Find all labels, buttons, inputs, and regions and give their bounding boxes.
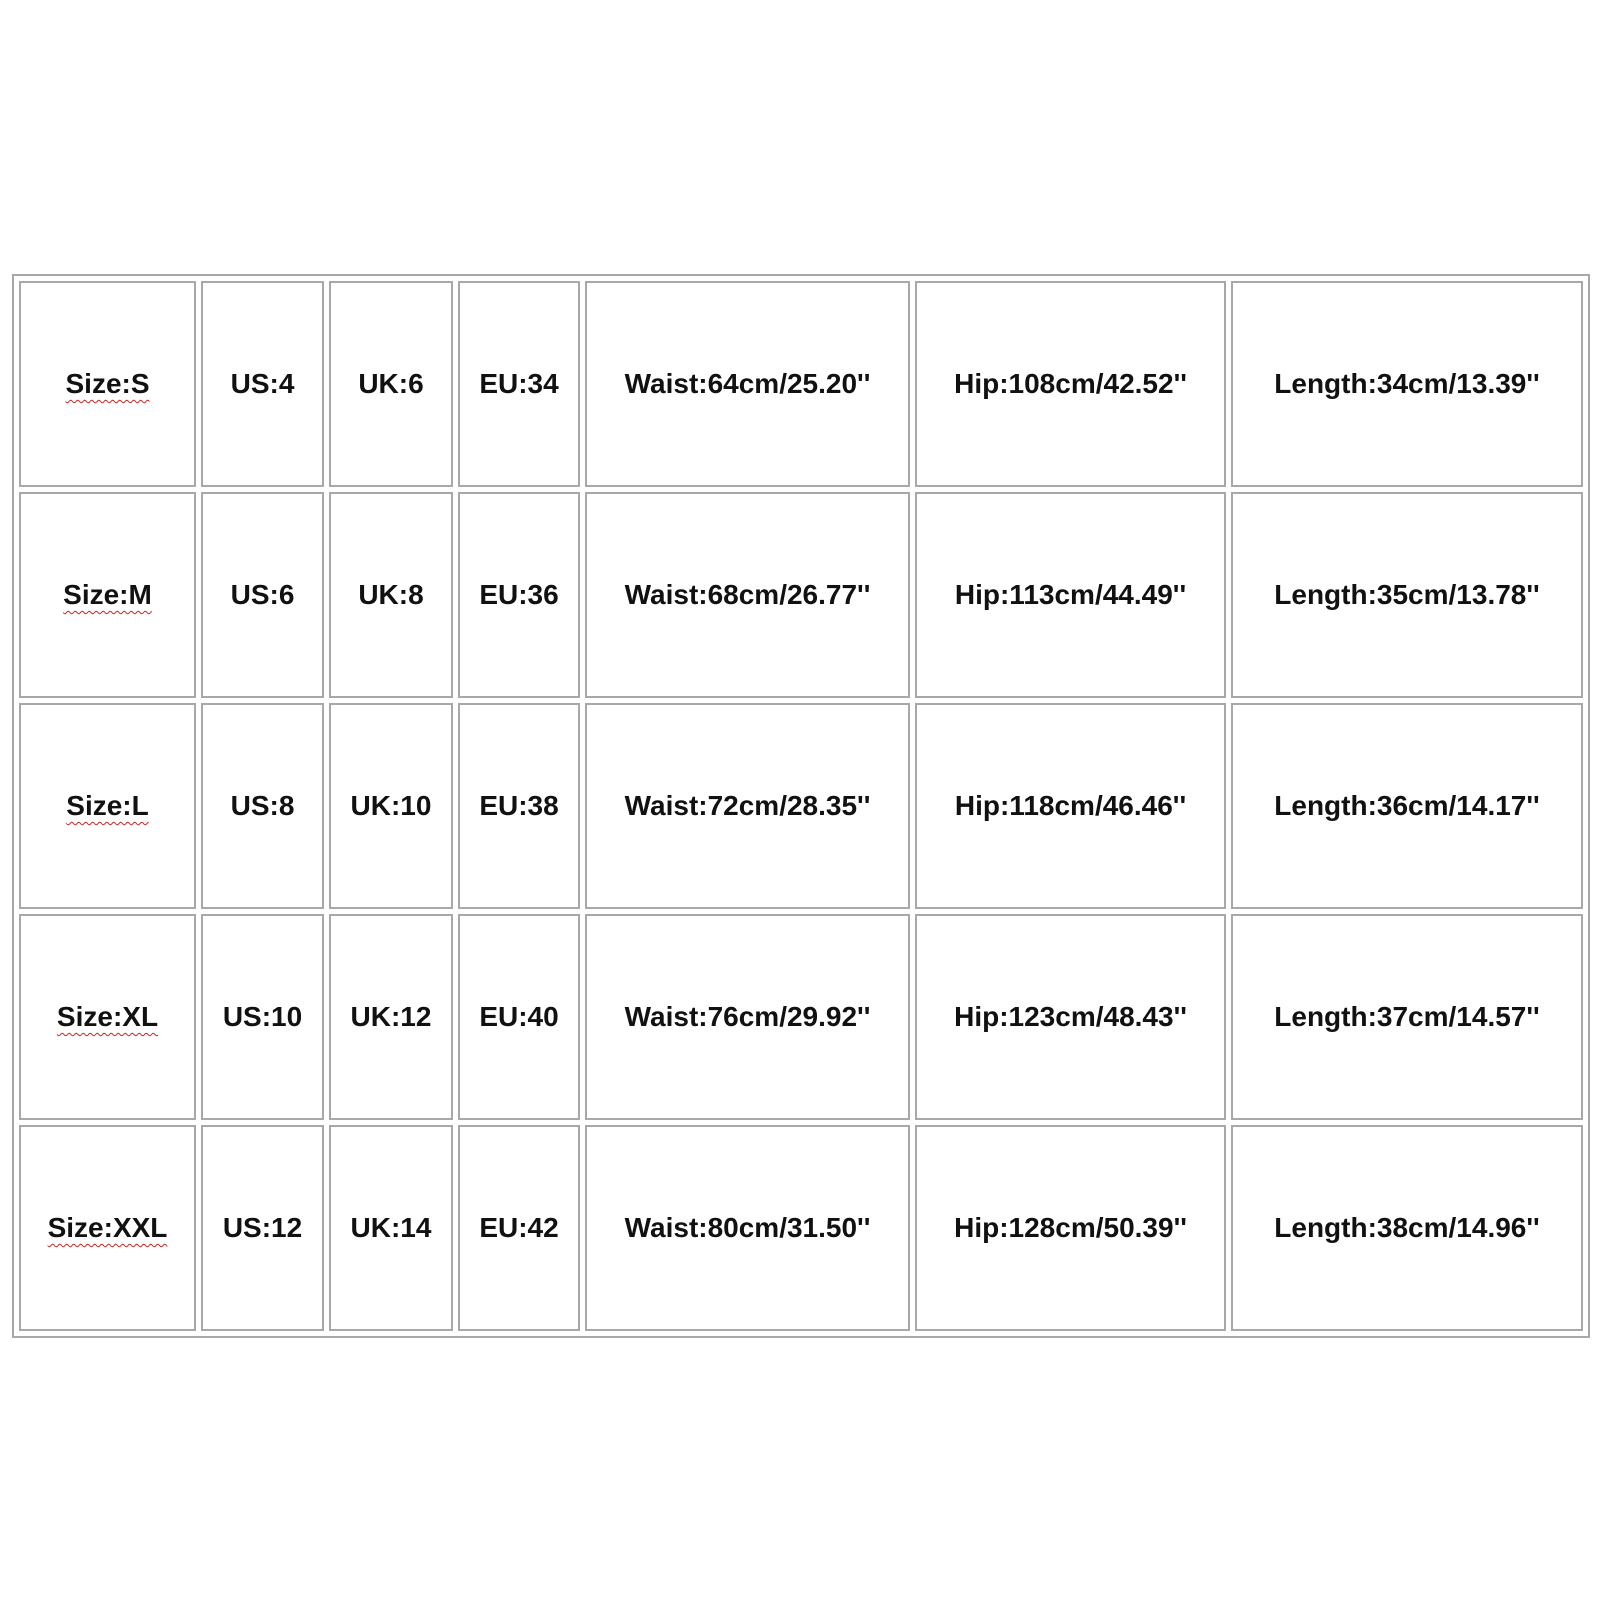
eu-size-cell: EU:42 (458, 1125, 580, 1331)
length-cell: Length:37cm/14.57'' (1231, 914, 1583, 1120)
us-size-cell: US:12 (201, 1125, 324, 1331)
us-size-cell: US:8 (201, 703, 324, 909)
eu-size-cell: EU:36 (458, 492, 580, 698)
waist-cell: Waist:76cm/29.92'' (585, 914, 910, 1120)
waist-cell: Waist:68cm/26.77'' (585, 492, 910, 698)
size-chart-table (12, 274, 1590, 1338)
waist-cell: Waist:80cm/31.50'' (585, 1125, 910, 1331)
size-cell (19, 281, 196, 487)
us-size-cell: US:6 (201, 492, 324, 698)
uk-size-cell: UK:14 (329, 1125, 453, 1331)
length-cell: Length:35cm/13.78'' (1231, 492, 1583, 698)
hip-cell: Hip:123cm/48.43'' (915, 914, 1226, 1120)
table-row-size-m (19, 492, 1583, 698)
size-label: Size:XL (56, 1001, 159, 1032)
waist-cell: Waist:64cm/25.20'' (585, 281, 910, 487)
table-row-size-xl (19, 914, 1583, 1120)
us-size-cell: US:4 (201, 281, 324, 487)
size-label: Size:XXL (47, 1212, 168, 1243)
uk-size-cell: UK:12 (329, 914, 453, 1120)
hip-cell: Hip:128cm/50.39'' (915, 1125, 1226, 1331)
size-label: Size:S (65, 368, 150, 399)
uk-size-cell: UK:10 (329, 703, 453, 909)
size-label: Size:M (63, 579, 152, 610)
hip-cell: Hip:118cm/46.46'' (915, 703, 1226, 909)
eu-size-cell: EU:34 (458, 281, 580, 487)
size-label: Size:L (66, 790, 149, 821)
length-cell: Length:38cm/14.96'' (1231, 1125, 1583, 1331)
eu-size-cell: EU:40 (458, 914, 580, 1120)
uk-size-cell: UK:8 (329, 492, 453, 698)
size-cell (19, 703, 196, 909)
length-cell: Length:34cm/13.39'' (1231, 281, 1583, 487)
size-cell (19, 1125, 196, 1331)
hip-cell: Hip:113cm/44.49'' (915, 492, 1226, 698)
us-size-cell: US:10 (201, 914, 324, 1120)
hip-cell: Hip:108cm/42.52'' (915, 281, 1226, 487)
eu-size-cell: EU:38 (458, 703, 580, 909)
size-cell (19, 492, 196, 698)
size-cell (19, 914, 196, 1120)
waist-cell: Waist:72cm/28.35'' (585, 703, 910, 909)
table-row-size-s (19, 281, 1583, 487)
length-cell: Length:36cm/14.17'' (1231, 703, 1583, 909)
uk-size-cell: UK:6 (329, 281, 453, 487)
table-row-size-xxl (19, 1125, 1583, 1331)
table-row-size-l (19, 703, 1583, 909)
